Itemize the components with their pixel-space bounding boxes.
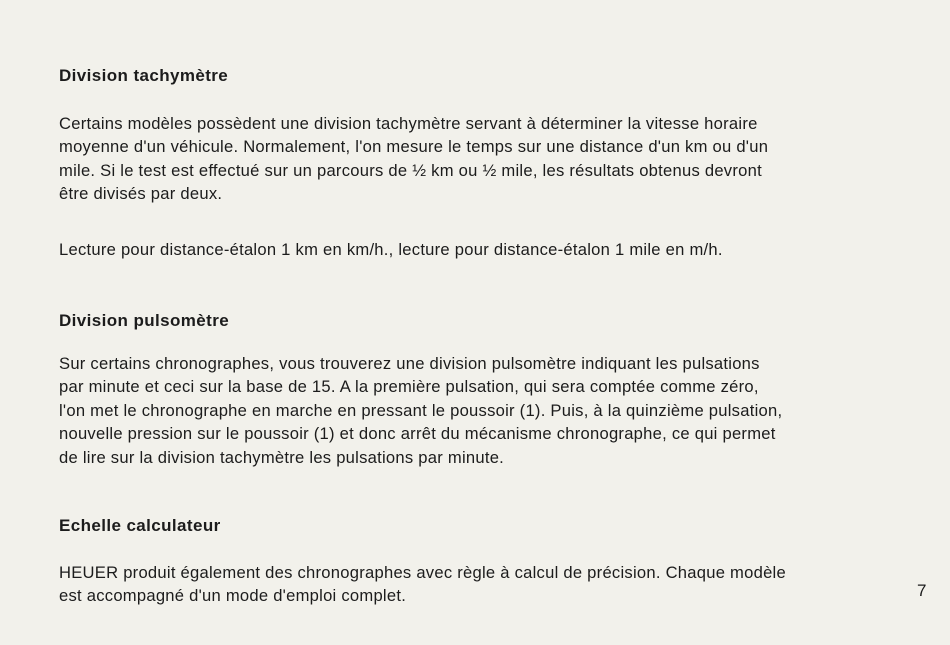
- text-line: Lecture pour distance-étalon 1 km en km/h., lecture pour distance-étalon 1 mile en m/h.: [59, 240, 723, 259]
- text-line: de lire sur la division tachymètre les pulsations par minute.: [59, 447, 505, 467]
- heading-echelle-calculateur: Echelle calculateur: [59, 516, 221, 535]
- text-line: Certains modèles possèdent une division tachymètre servant à déterminer la vitesse horaire: [59, 114, 758, 133]
- text-line: mile. Si le test est effectué sur un parcours de ½ km ou ½ mile, les résultats obtenus devront: [59, 160, 762, 180]
- paragraph-tachymetre-description: [59, 112, 889, 206]
- heading-division-pulsometre: Division pulsomètre: [59, 311, 230, 330]
- text-line: HEUER produit également des chronographes avec règle à calcul de précision. Chaque modèle: [59, 563, 786, 582]
- text-line: par minute et ceci sur la base de 15. A la première pulsation, qui sera comptée comme zéro,: [59, 377, 759, 397]
- text-line: est accompagné d'un mode d'emploi complet.: [59, 586, 407, 606]
- text-line: Sur certains chronographes, vous trouverez une division pulsomètre indiquant les pulsations: [59, 354, 760, 373]
- text-line: nouvelle pression sur le poussoir (1) et donc arrêt du mécanisme chronographe, ce qui permet: [59, 424, 776, 444]
- text-line: moyenne d'un véhicule. Normalement, l'on mesure le temps sur une distance d'un km ou d'un: [59, 137, 769, 157]
- paragraph-echelle-description: [59, 561, 889, 608]
- text-line: l'on met le chronographe en marche en pressant le poussoir (1). Puis, à la quinzième pulsation,: [59, 400, 783, 420]
- page-number: 7: [917, 581, 927, 600]
- paragraph-tachymetre-lecture: [59, 238, 889, 261]
- heading-division-tachymetre: Division tachymètre: [59, 66, 229, 85]
- paragraph-pulsometre-description: [59, 352, 889, 469]
- text-line: être divisés par deux.: [59, 184, 223, 204]
